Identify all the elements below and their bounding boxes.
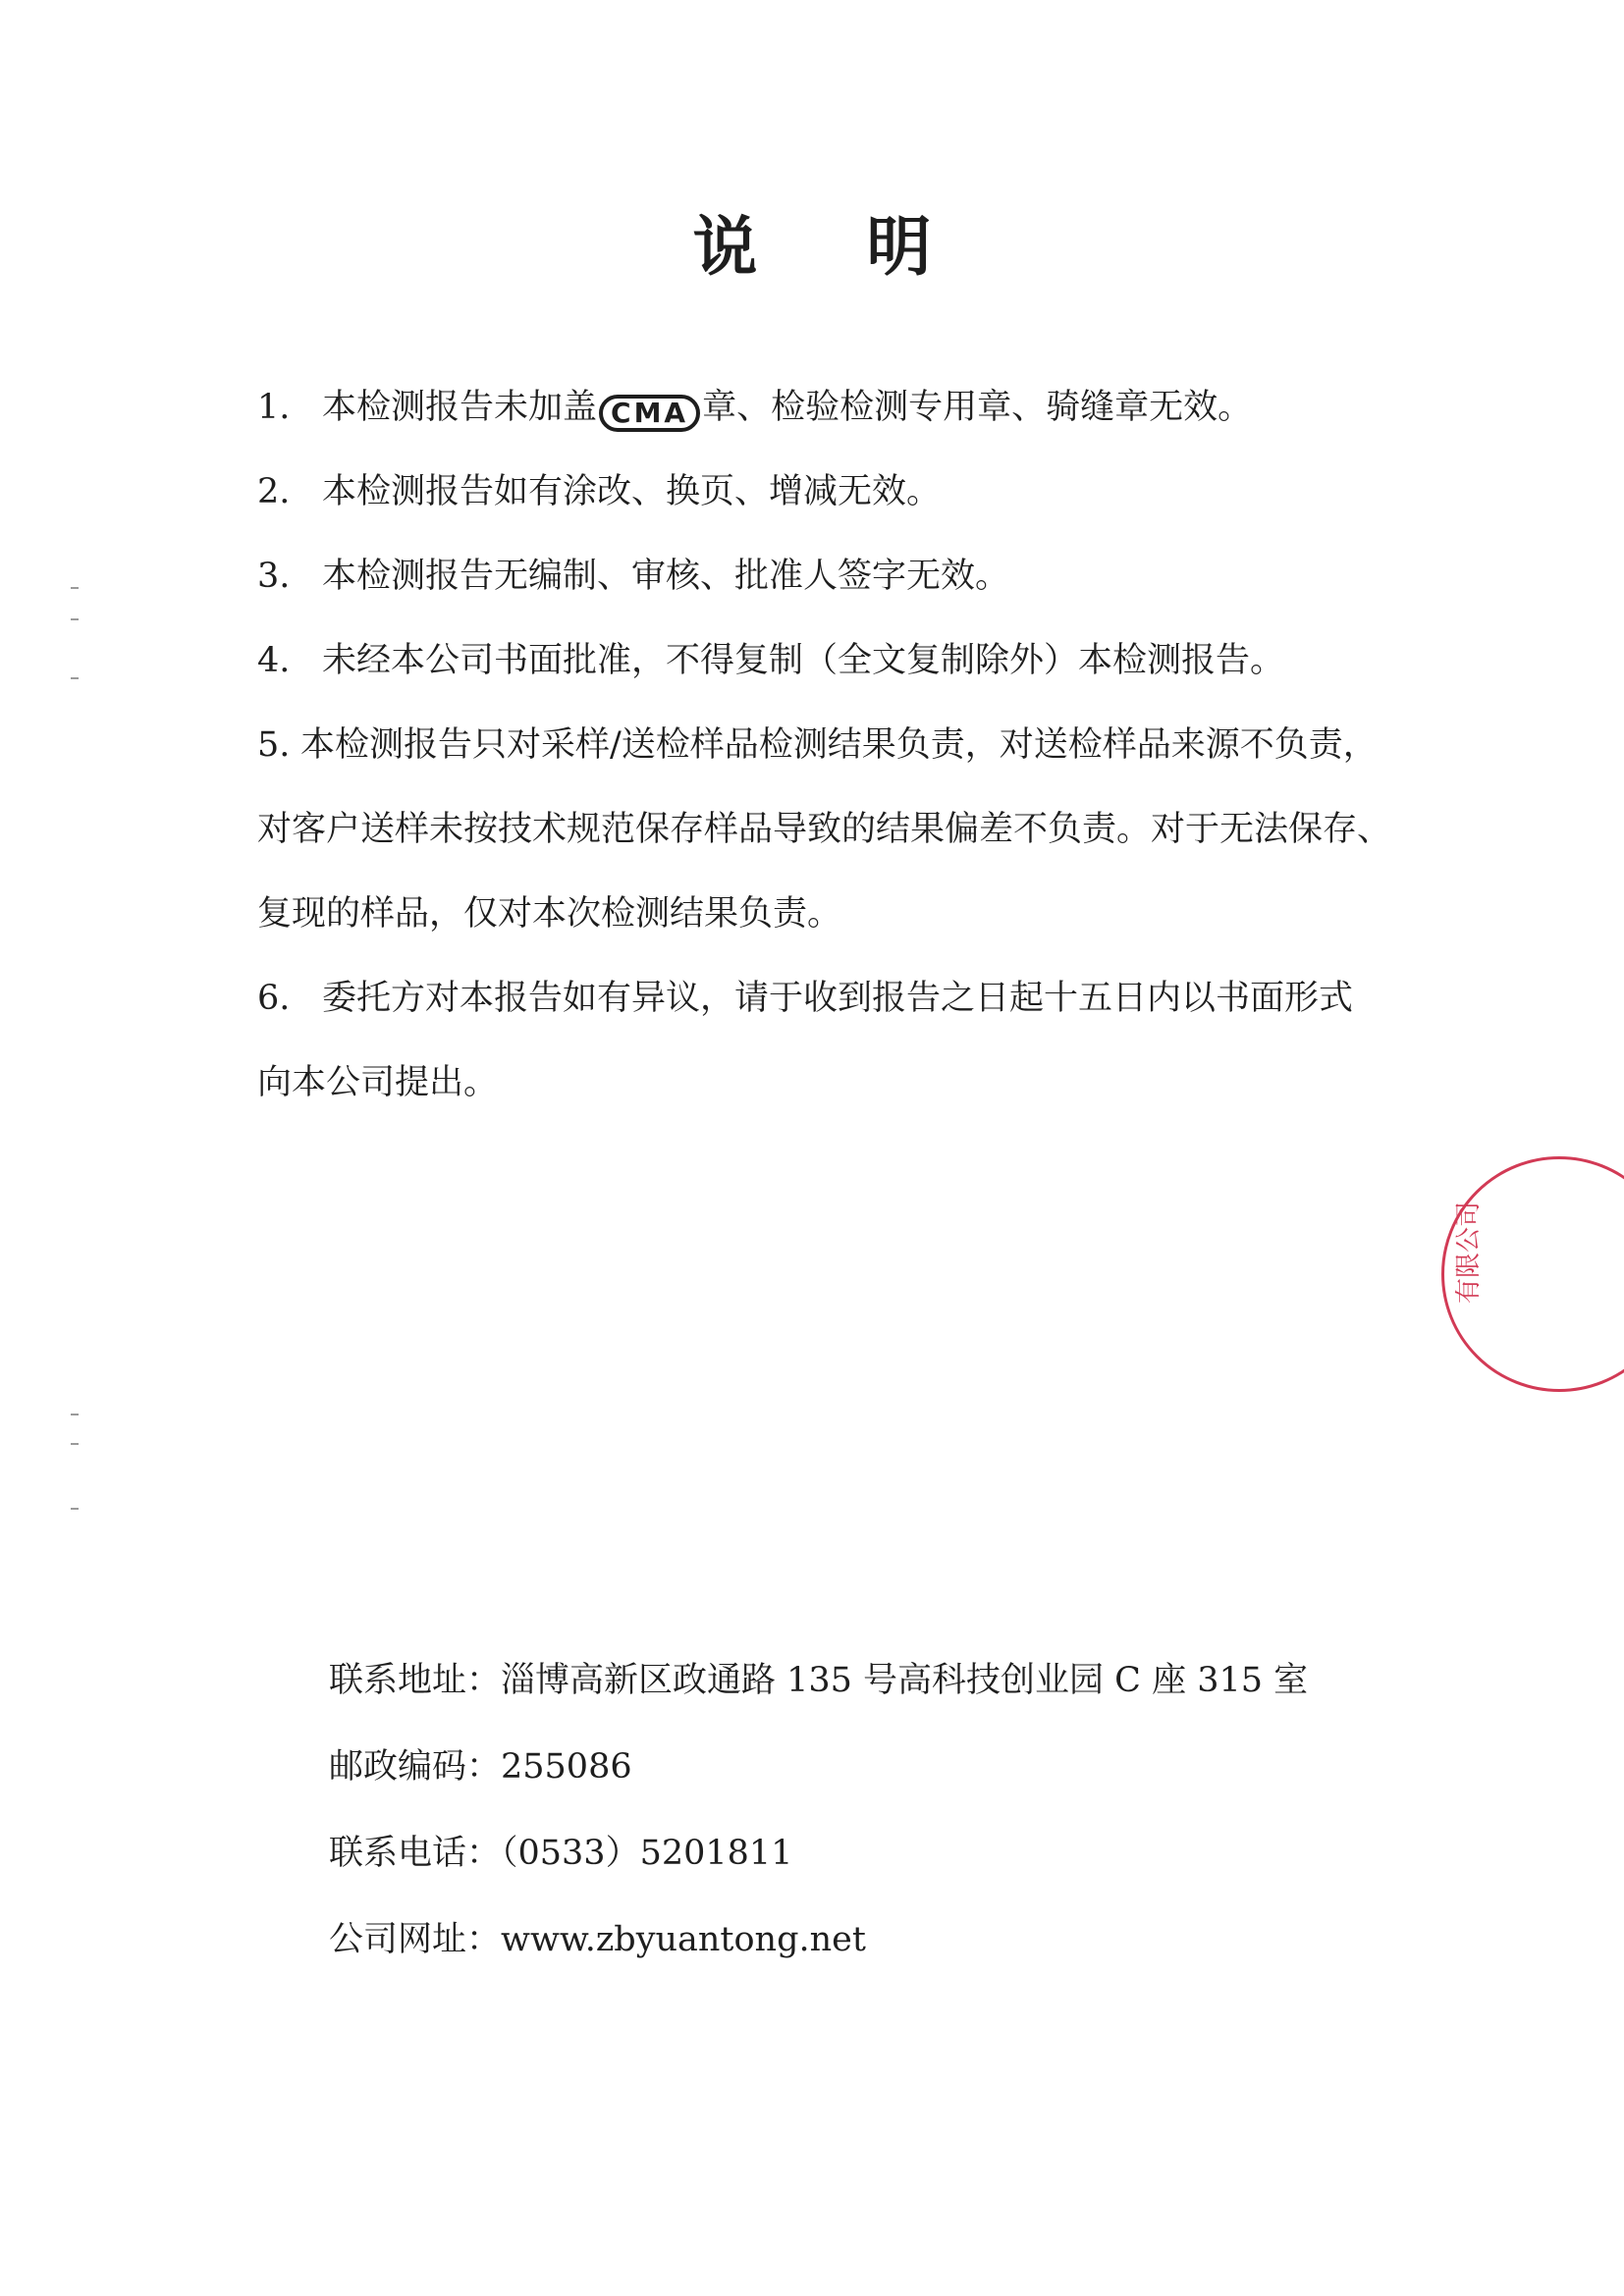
note-number: 4. xyxy=(257,641,291,680)
note-number: 1. xyxy=(257,388,291,427)
contact-website: 公司网址：www.zbyuantong.net xyxy=(329,1920,866,1959)
note-text: 向本公司提出。 xyxy=(257,1063,499,1102)
seal-stamp-text: 有限公司 xyxy=(1454,1201,1484,1304)
note-6 xyxy=(257,956,1475,1125)
margin-mark xyxy=(71,587,79,589)
note-3 xyxy=(257,534,1475,618)
note-number: 5. xyxy=(257,725,291,765)
note-text: 对客户送样未按技术规范保存样品导致的结果偏差不负责。对于无法保存、 xyxy=(257,810,1392,849)
note-text: 章、检验检测专用章、骑缝章无效。 xyxy=(702,388,1253,427)
note-1 xyxy=(257,365,1475,450)
contact-phone: 联系电话：（0533）5201811 xyxy=(329,1834,793,1873)
note-text: 未经本公司书面批准，不得复制（全文复制除外）本检测报告。 xyxy=(322,641,1285,680)
cma-mark: CMA xyxy=(599,395,700,432)
note-4 xyxy=(257,618,1475,703)
contact-block xyxy=(329,1637,1409,1983)
note-number: 3. xyxy=(257,557,291,596)
margin-mark xyxy=(71,618,79,620)
contact-postcode: 邮政编码：255086 xyxy=(329,1747,632,1787)
note-number: 2. xyxy=(257,472,291,511)
note-5 xyxy=(257,703,1475,956)
note-text: 本检测报告如有涂改、换页、增减无效。 xyxy=(322,472,942,511)
page-title: 说 明 xyxy=(692,209,975,285)
notes-list xyxy=(257,365,1475,1125)
note-text: 委托方对本报告如有异议，请于收到报告之日起十五日内以书面形式 xyxy=(322,979,1354,1018)
note-text: 本检测报告未加盖 xyxy=(322,388,598,427)
margin-mark xyxy=(71,677,79,679)
note-text: 复现的样品，仅对本次检测结果负责。 xyxy=(257,894,842,934)
note-number: 6. xyxy=(257,979,291,1018)
contact-address: 联系地址：淄博高新区政通路 135 号高科技创业园 C 座 315 室 xyxy=(329,1661,1309,1700)
margin-mark xyxy=(71,1508,79,1510)
margin-mark xyxy=(71,1443,79,1445)
note-text: 本检测报告只对采样/送检样品检测结果负责，对送检样品来源不负责， xyxy=(300,725,1378,765)
margin-mark xyxy=(71,1414,79,1415)
note-text: 本检测报告无编制、审核、批准人签字无效。 xyxy=(322,557,1010,596)
note-2 xyxy=(257,450,1475,534)
